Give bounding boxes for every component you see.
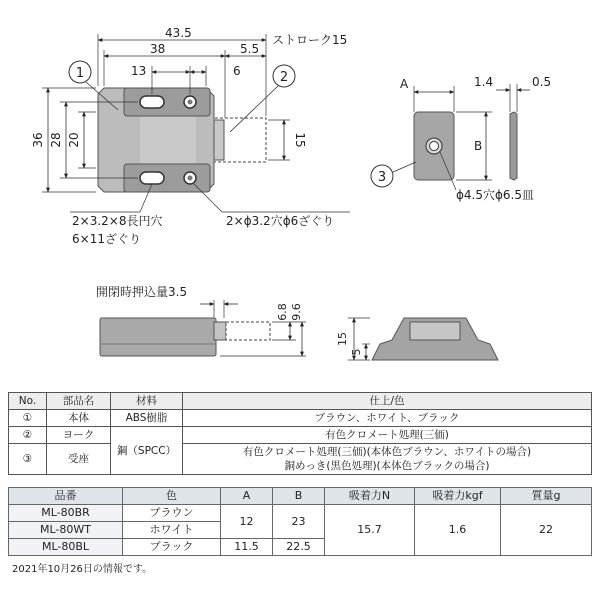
- parts-finish-line2: 銅めっき(黒色処理)(本体色ブラックの場合): [284, 460, 490, 472]
- slot-hole: [140, 96, 164, 108]
- table-row: [9, 444, 592, 475]
- parts-no: ③: [9, 444, 47, 475]
- spec-part: ML-80WT: [9, 522, 123, 539]
- spec-header-part: 品番: [9, 488, 123, 505]
- parts-table: [8, 392, 592, 475]
- dim-5-5: 5.5: [240, 42, 260, 56]
- parts-no: ②: [9, 427, 47, 444]
- side-body: [100, 318, 216, 356]
- strike-hole-note: ϕ4.5穴ϕ6.5皿: [456, 188, 535, 202]
- parts-finish: 有色クロメート処理(三価): [183, 427, 592, 444]
- dim-a: A: [400, 77, 409, 91]
- side-view: [96, 284, 306, 356]
- dim-15-side: 15: [336, 332, 349, 346]
- footnote: 2021年10月26日の情報です。: [12, 564, 153, 575]
- dim-43-5: 43.5: [165, 26, 192, 40]
- callout-2-label: 2: [279, 70, 289, 85]
- spec-part: ML-80BL: [9, 539, 123, 556]
- spec-header-color: 色: [123, 488, 221, 505]
- stroke-label: ストローク15: [272, 33, 348, 47]
- parts-no: ①: [9, 410, 47, 427]
- strike-plate-view: [371, 75, 551, 202]
- spec-color: ブラウン: [123, 505, 221, 522]
- note-slot-line1: 2×3.2×8長円穴: [72, 214, 163, 228]
- parts-header-material: 材料: [111, 393, 183, 410]
- spec-mass: 22: [501, 505, 592, 556]
- spec-a: 11.5: [221, 539, 273, 556]
- table-row: [9, 427, 592, 444]
- dim-38: 38: [150, 42, 166, 56]
- parts-finish: [183, 444, 592, 475]
- parts-material: 鋼（SPCC）: [111, 427, 183, 475]
- spec-header-b: B: [273, 488, 325, 505]
- strike-plate-side: [510, 112, 517, 180]
- dim-36: 36: [31, 132, 45, 148]
- spec-b: 23: [273, 505, 325, 539]
- dim-6-8: 6.8: [276, 303, 289, 321]
- spec-a: 12: [221, 505, 273, 539]
- parts-header-no: No.: [9, 393, 47, 410]
- note-slot-line2: 6×11ざぐり: [72, 232, 141, 246]
- spec-force-kgf: 1.6: [415, 505, 501, 556]
- table-row: [9, 505, 592, 522]
- spec-color: ブラック: [123, 539, 221, 556]
- note-hole: 2×ϕ3.2穴ϕ6ざぐり: [226, 214, 335, 228]
- dim-15: 15: [293, 132, 307, 148]
- slot-hole: [140, 172, 164, 184]
- spec-header-mass: 質量g: [501, 488, 592, 505]
- dim-9-6: 9.6: [290, 303, 303, 321]
- spec-b: 22.5: [273, 539, 325, 556]
- callout-3-label: 3: [377, 170, 387, 185]
- dim-0-5: 0.5: [532, 75, 552, 89]
- spec-force-n: 15.7: [325, 505, 415, 556]
- parts-header-name: 部品名: [47, 393, 111, 410]
- spec-header-force-n: 吸着力N: [325, 488, 415, 505]
- spec-header-force-kgf: 吸着力kgf: [415, 488, 501, 505]
- spec-header-a: A: [221, 488, 273, 505]
- parts-name: ヨーク: [47, 427, 111, 444]
- parts-finish-line1: 有色クロメート処理(三価)(本体色ブラウン、ホワイトの場合): [242, 446, 532, 458]
- spec-color: ホワイト: [123, 522, 221, 539]
- parts-name: 本体: [47, 410, 111, 427]
- spec-part: ML-80BR: [9, 505, 123, 522]
- top-view: [31, 26, 350, 246]
- dim-6: 6: [233, 64, 241, 78]
- dim-20: 20: [67, 132, 81, 148]
- dim-13: 13: [131, 64, 147, 78]
- dim-b: B: [474, 139, 483, 153]
- push-label: 開閉時押込量3.5: [96, 285, 188, 299]
- parts-header-finish: 仕上/色: [183, 393, 592, 410]
- spec-table: [8, 487, 592, 556]
- side-plunger: [214, 322, 226, 340]
- parts-name: 受座: [47, 444, 111, 475]
- strike-side-view: [336, 318, 498, 360]
- table-row: [9, 410, 592, 427]
- dim-1-4: 1.4: [474, 75, 494, 89]
- parts-material: ABS樹脂: [111, 410, 183, 427]
- dim-28: 28: [49, 132, 63, 148]
- dim-5: 5: [350, 348, 363, 356]
- parts-finish: ブラウン、ホワイト、ブラック: [183, 410, 592, 427]
- callout-1-label: 1: [75, 66, 85, 81]
